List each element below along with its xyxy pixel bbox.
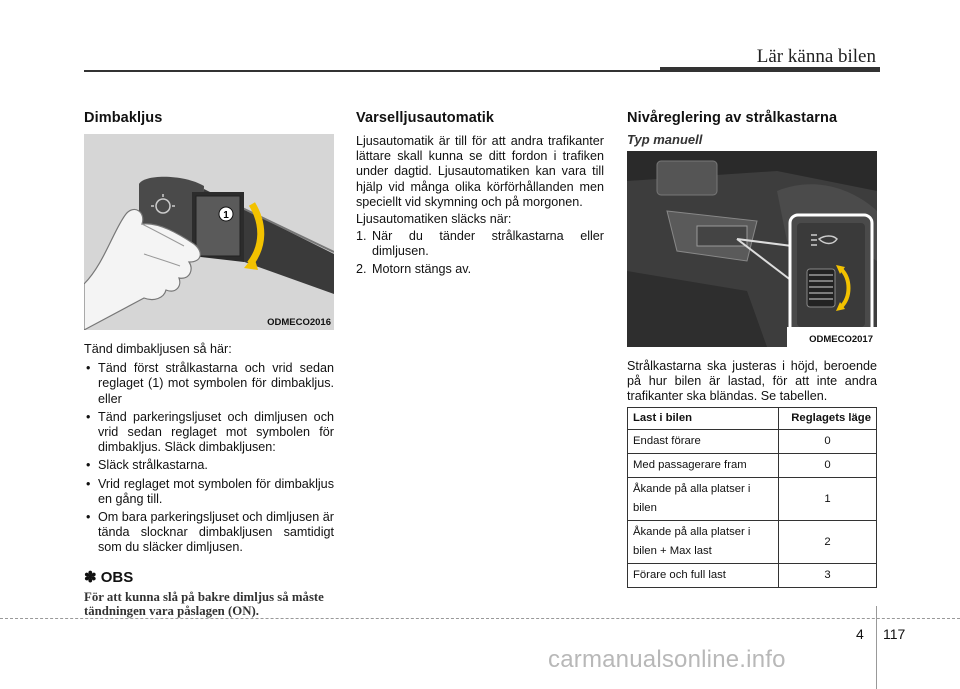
chapter-number: 4	[856, 626, 864, 642]
header-rule-accent	[660, 67, 880, 72]
figure-code: ODMECO2016	[267, 317, 331, 328]
drl-off-steps	[356, 229, 604, 277]
page-number: 117	[883, 626, 906, 642]
header-rule	[84, 70, 662, 72]
column-header-position: Reglagets läge	[779, 407, 877, 429]
figure-leveling-dial	[627, 151, 877, 347]
table-row: Endast förare 0	[628, 429, 877, 453]
callout-1: 1	[223, 210, 229, 221]
leveling-paragraph: Strålkastarna ska justeras i höjd, beroende på hur bilen är lastad, för att inte andra trafikanter ska bländas. Se tabellen.	[627, 359, 877, 404]
footer-rule	[0, 618, 960, 619]
watermark: carmanualsonline.info	[548, 646, 786, 673]
leveling-table	[627, 407, 877, 588]
list-item: 1. När du tänder strålkastarna eller dimljusen.	[356, 229, 604, 259]
table-row: Med passagerare fram 0	[628, 453, 877, 477]
list-item: • Vrid reglaget mot symbolen för dimbakljus en gång till.	[84, 477, 334, 507]
light-switch-illustration	[84, 134, 334, 330]
drl-paragraph: Ljusautomatik är till för att andra trafikanter lättare skall kunna se ditt fordon i trafiken under dagtid. Ljusautomatiken kan vara till hjälp vid många olika körförhållanden men speciellt vid skymning och på morgonen.	[356, 134, 604, 209]
obs-title: ✽ OBS	[84, 568, 134, 586]
table-row: Åkande på alla platser i bilen 1	[628, 477, 877, 520]
list-item: 2. Motorn stängs av.	[356, 261, 472, 276]
obs-text: För att kunna slå på bakre dimljus så måste tändningen vara påslagen (ON).	[84, 589, 324, 618]
list-item: • Släck strålkastarna.	[84, 458, 334, 473]
fog-light-steps	[84, 361, 334, 555]
figure-code: ODMECO2017	[809, 334, 873, 345]
list-item: • Tänd parkeringsljuset och dimljusen och vrid sedan reglaget mot symbolen för dimbakljus. Släck dimbakljusen:	[84, 410, 334, 456]
list-item: • Om bara parkeringsljuset och dimljusen är tända slocknar dimbakljusen samtidigt som du släcker dimljusen.	[84, 510, 334, 556]
list-item: • Tänd först strålkastarna och vrid sedan reglaget (1) mot symbolen för dimbakljus. eller	[84, 361, 334, 407]
column-header-load: Last i bilen	[628, 407, 779, 429]
heading-daytime-lights: Varselljusautomatik	[356, 110, 495, 126]
drl-off-intro: Ljusautomatiken släcks när:	[356, 212, 512, 227]
footer-divider	[876, 606, 877, 689]
heading-headlight-leveling: Nivåreglering av strålkastarna	[627, 110, 838, 126]
section-title: Lär känna bilen	[756, 46, 876, 67]
column-fog-lights	[84, 110, 334, 618]
heading-fog-lights: Dimbakljus	[84, 110, 163, 126]
subheading-manual: Typ manuell	[627, 132, 703, 147]
column-daytime-running-lights	[356, 110, 604, 279]
table-row: Förare och full last 3	[628, 563, 877, 587]
table-row: Åkande på alla platser i bilen + Max last 2	[628, 520, 877, 563]
dashboard-illustration	[627, 151, 877, 347]
column-headlight-leveling	[627, 110, 877, 588]
table-header-row	[628, 407, 877, 429]
intro-text: Tänd dimbakljusen så här:	[84, 342, 232, 356]
figure-light-switch	[84, 134, 334, 330]
